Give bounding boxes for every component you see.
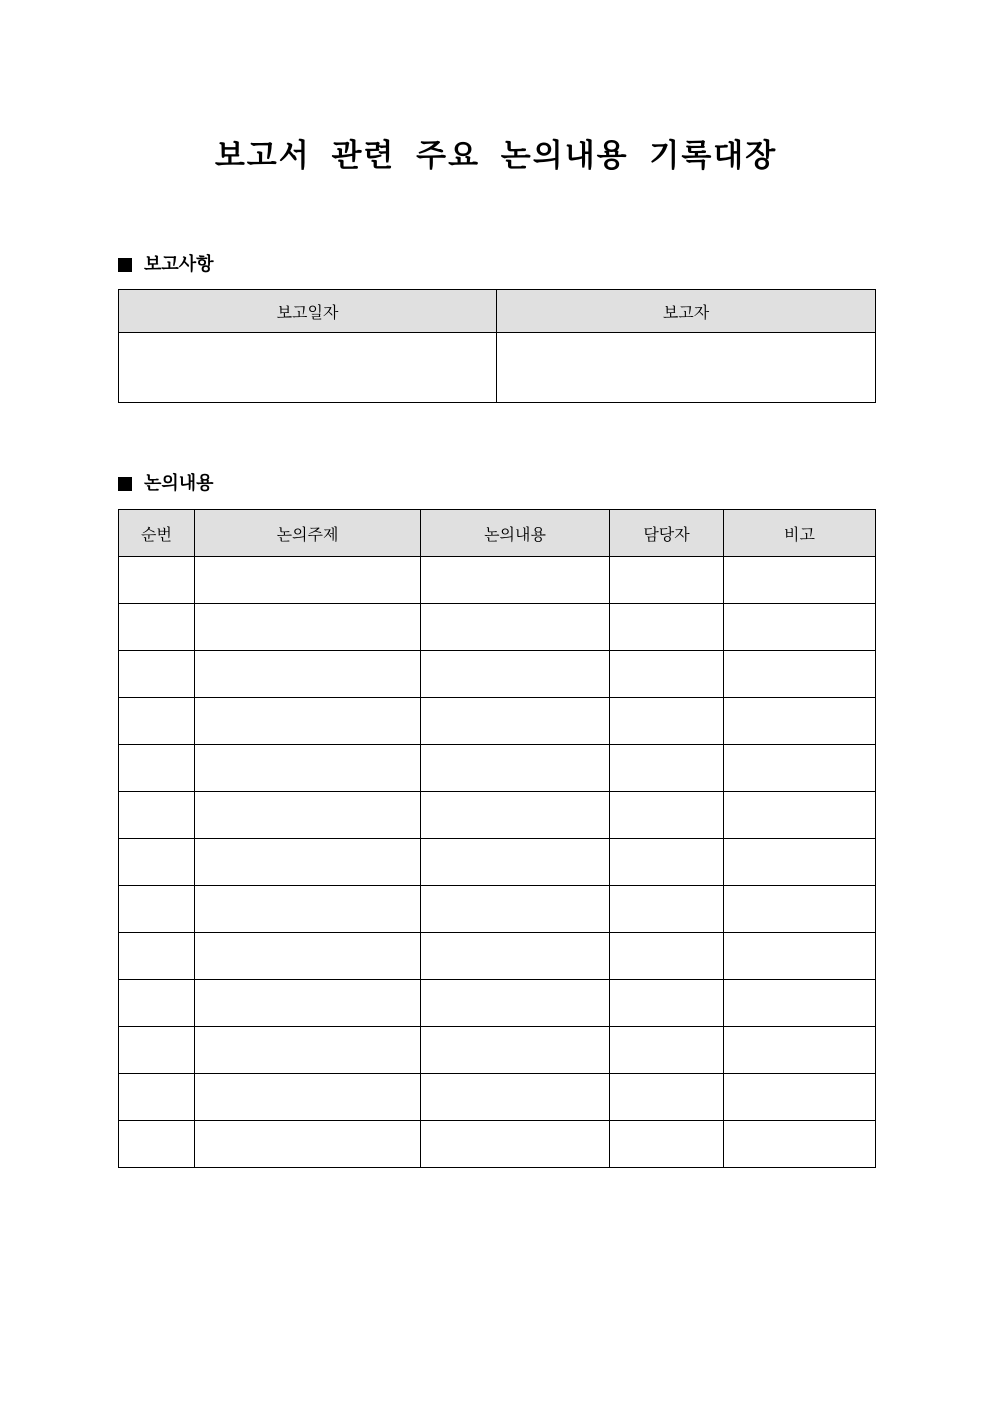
- square-bullet-icon: [118, 477, 132, 491]
- owner-cell[interactable]: [610, 1027, 724, 1074]
- content-header: 논의내용: [421, 510, 610, 557]
- owner-cell[interactable]: [610, 1074, 724, 1121]
- owner-cell[interactable]: [610, 557, 724, 604]
- seq-cell[interactable]: [119, 792, 195, 839]
- owner-cell[interactable]: [610, 604, 724, 651]
- discussion-table: [118, 509, 876, 1168]
- seq-header: 순번: [119, 510, 195, 557]
- discussion-table-body: [119, 557, 876, 1168]
- table-row: [119, 745, 876, 792]
- owner-cell[interactable]: [610, 886, 724, 933]
- topic-cell[interactable]: [195, 1027, 421, 1074]
- table-row: [119, 1027, 876, 1074]
- table-row: [119, 604, 876, 651]
- remarks-cell[interactable]: [724, 698, 876, 745]
- seq-cell[interactable]: [119, 1074, 195, 1121]
- content-cell[interactable]: [421, 1027, 610, 1074]
- content-cell[interactable]: [421, 604, 610, 651]
- square-bullet-icon: [118, 258, 132, 272]
- report-table-header-row: [119, 290, 876, 333]
- content-cell[interactable]: [421, 698, 610, 745]
- topic-cell[interactable]: [195, 886, 421, 933]
- table-row: [119, 651, 876, 698]
- seq-cell[interactable]: [119, 557, 195, 604]
- owner-cell[interactable]: [610, 1121, 724, 1168]
- remarks-header: 비고: [724, 510, 876, 557]
- owner-cell[interactable]: [610, 651, 724, 698]
- report-table-row: [119, 333, 876, 403]
- content-cell[interactable]: [421, 933, 610, 980]
- seq-cell[interactable]: [119, 604, 195, 651]
- table-row: [119, 1074, 876, 1121]
- content-cell[interactable]: [421, 792, 610, 839]
- content-cell[interactable]: [421, 745, 610, 792]
- topic-cell[interactable]: [195, 792, 421, 839]
- topic-cell[interactable]: [195, 698, 421, 745]
- owner-header: 담당자: [610, 510, 724, 557]
- remarks-cell[interactable]: [724, 651, 876, 698]
- owner-cell[interactable]: [610, 933, 724, 980]
- table-row: [119, 698, 876, 745]
- report-date-cell[interactable]: [119, 333, 497, 403]
- content-cell[interactable]: [421, 980, 610, 1027]
- discussion-section-label: 논의내용: [144, 473, 214, 494]
- remarks-cell[interactable]: [724, 745, 876, 792]
- content-cell[interactable]: [421, 1121, 610, 1168]
- topic-header: 논의주제: [195, 510, 421, 557]
- remarks-cell[interactable]: [724, 980, 876, 1027]
- owner-cell[interactable]: [610, 839, 724, 886]
- seq-cell[interactable]: [119, 1121, 195, 1168]
- table-row: [119, 1121, 876, 1168]
- content-cell[interactable]: [421, 1074, 610, 1121]
- seq-cell[interactable]: [119, 839, 195, 886]
- content-cell[interactable]: [421, 557, 610, 604]
- table-row: [119, 933, 876, 980]
- remarks-cell[interactable]: [724, 1074, 876, 1121]
- page-title: 보고서 관련 주요 논의내용 기록대장: [214, 138, 778, 174]
- owner-cell[interactable]: [610, 698, 724, 745]
- topic-cell[interactable]: [195, 1121, 421, 1168]
- remarks-cell[interactable]: [724, 1121, 876, 1168]
- table-row: [119, 792, 876, 839]
- topic-cell[interactable]: [195, 604, 421, 651]
- content-cell[interactable]: [421, 839, 610, 886]
- table-row: [119, 557, 876, 604]
- topic-cell[interactable]: [195, 745, 421, 792]
- remarks-cell[interactable]: [724, 933, 876, 980]
- seq-cell[interactable]: [119, 980, 195, 1027]
- content-cell[interactable]: [421, 651, 610, 698]
- topic-cell[interactable]: [195, 980, 421, 1027]
- remarks-cell[interactable]: [724, 1027, 876, 1074]
- topic-cell[interactable]: [195, 557, 421, 604]
- content-cell[interactable]: [421, 886, 610, 933]
- report-date-header: 보고일자: [119, 290, 497, 333]
- owner-cell[interactable]: [610, 980, 724, 1027]
- remarks-cell[interactable]: [724, 886, 876, 933]
- seq-cell[interactable]: [119, 698, 195, 745]
- owner-cell[interactable]: [610, 745, 724, 792]
- remarks-cell[interactable]: [724, 557, 876, 604]
- table-row: [119, 839, 876, 886]
- report-section-heading: [118, 252, 214, 278]
- table-row: [119, 886, 876, 933]
- seq-cell[interactable]: [119, 651, 195, 698]
- discussion-table-header-row: [119, 510, 876, 557]
- topic-cell[interactable]: [195, 839, 421, 886]
- remarks-cell[interactable]: [724, 839, 876, 886]
- reporter-header: 보고자: [497, 290, 876, 333]
- seq-cell[interactable]: [119, 1027, 195, 1074]
- topic-cell[interactable]: [195, 1074, 421, 1121]
- remarks-cell[interactable]: [724, 792, 876, 839]
- discussion-section-heading: [118, 471, 214, 497]
- table-row: [119, 980, 876, 1027]
- topic-cell[interactable]: [195, 933, 421, 980]
- remarks-cell[interactable]: [724, 604, 876, 651]
- report-table: [118, 289, 876, 403]
- seq-cell[interactable]: [119, 933, 195, 980]
- report-section-label: 보고사항: [144, 254, 214, 275]
- topic-cell[interactable]: [195, 651, 421, 698]
- reporter-cell[interactable]: [497, 333, 876, 403]
- owner-cell[interactable]: [610, 792, 724, 839]
- seq-cell[interactable]: [119, 745, 195, 792]
- seq-cell[interactable]: [119, 886, 195, 933]
